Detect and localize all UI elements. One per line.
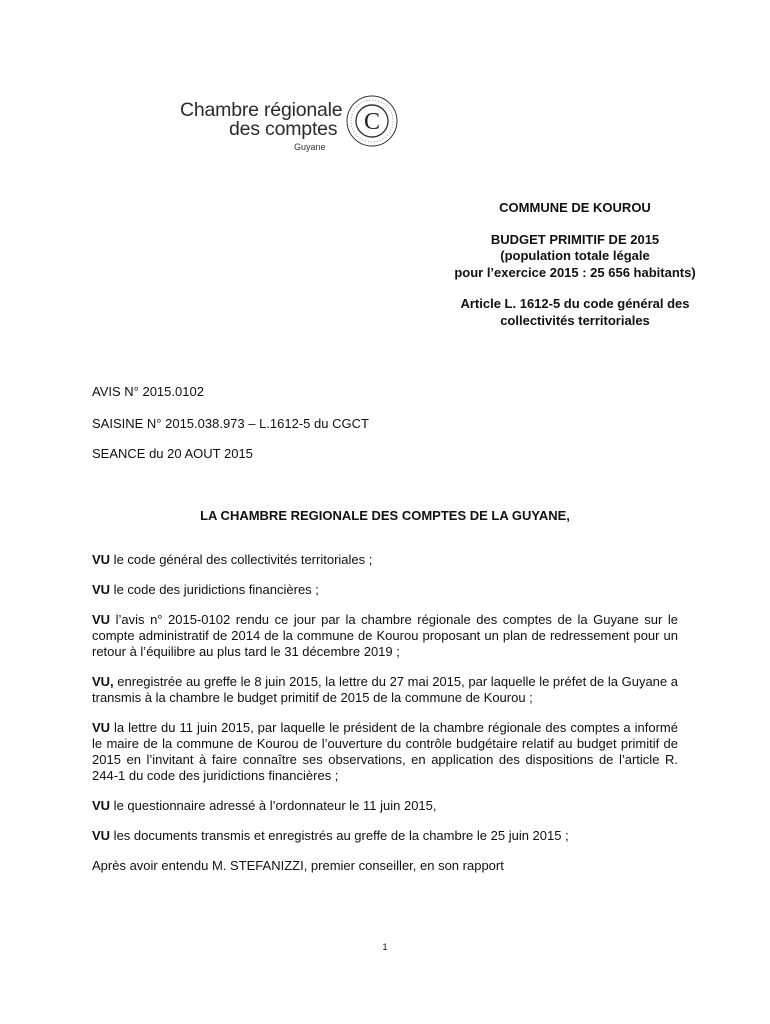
paragraph-text: le questionnaire adressé à l’ordonnateur le 11 juin 2015, [110,798,437,813]
vu-label: VU [92,798,111,813]
paragraph-text: enregistrée au greffe le 8 juin 2015, la lettre du 27 mai 2015, par laquelle le préfet de la Guyane a transmis à la chambre le budget primitif de 2015 de la commune de Kourou ; [92,674,678,705]
logo-subtitle: Guyane [294,142,326,152]
page-number: 1 [382,942,388,952]
seance-date: SEANCE du 20 AOUT 2015 [92,446,253,461]
paragraph-vu-5 [92,720,678,784]
paragraph-text: le code des juridictions financières ; [110,582,319,597]
paragraph-vu-4 [92,674,678,706]
document-header [440,200,710,344]
paragraph-vu-1 [92,552,678,568]
vu-label: VU [92,582,111,597]
svg-text:C: C [363,109,381,135]
paragraph-vu-3 [92,612,678,660]
chamber-heading: LA CHAMBRE REGIONALE DES COMPTES DE LA GUYANE, [200,508,570,523]
budget-title: BUDGET PRIMITIF DE 2015 [490,231,660,247]
logo-title-line2: des comptes [229,118,338,140]
population-detail-line: pour l’exercice 2015 : 25 656 habitants) [454,264,696,280]
population-line: (population totale légale [500,248,650,263]
article-line2: collectivités territoriales [500,312,650,328]
vu-label: VU [92,720,111,735]
paragraph-text: l’avis n° 2015-0102 rendu ce jour par la chambre régionale des comptes de la Guyane sur le compte administratif de 2014 de la commune de Kourou proposant un plan de redressement pour un retour à l’équilibre au plus tard le 31 décembre 2019 ; [92,612,678,659]
vu-label: VU [92,828,111,843]
saisine-number: SAISINE N° 2015.038.973 – L.1612-5 du CGCT [92,416,369,431]
vu-label: VU [92,552,111,567]
logo-title-line1: Chambre régionale [180,99,343,121]
document-body [92,552,678,888]
commune-title: COMMUNE DE KOUROU [499,200,651,215]
vu-label: VU, [92,674,114,689]
paragraph-text: les documents transmis et enregistrés au greffe de la chambre le 25 juin 2015 ; [110,828,569,843]
paragraph-text: le code général des collectivités territoriales ; [110,552,373,567]
vu-label: VU [92,612,111,627]
article-line1: Article L. 1612-5 du code général des [460,296,690,311]
rc-seal-icon [345,94,399,148]
paragraph-vu-2 [92,582,678,598]
paragraph-text: la lettre du 11 juin 2015, par laquelle le président de la chambre régionale des comptes a informé le maire de la commune de Kourou de l’ouverture du contrôle budgétaire relatif au budget primitif de 2015 en l’invitant à faire connaître ses observations, en application des dispositions de l’article R. 244-1 du code des juridictions financières ; [92,720,678,783]
paragraph-vu-6 [92,798,678,814]
paragraph-apres: Après avoir entendu M. STEFANIZZI, premier conseiller, en son rapport [92,858,504,873]
avis-number: AVIS N° 2015.0102 [92,384,204,399]
paragraph-vu-7 [92,828,678,844]
